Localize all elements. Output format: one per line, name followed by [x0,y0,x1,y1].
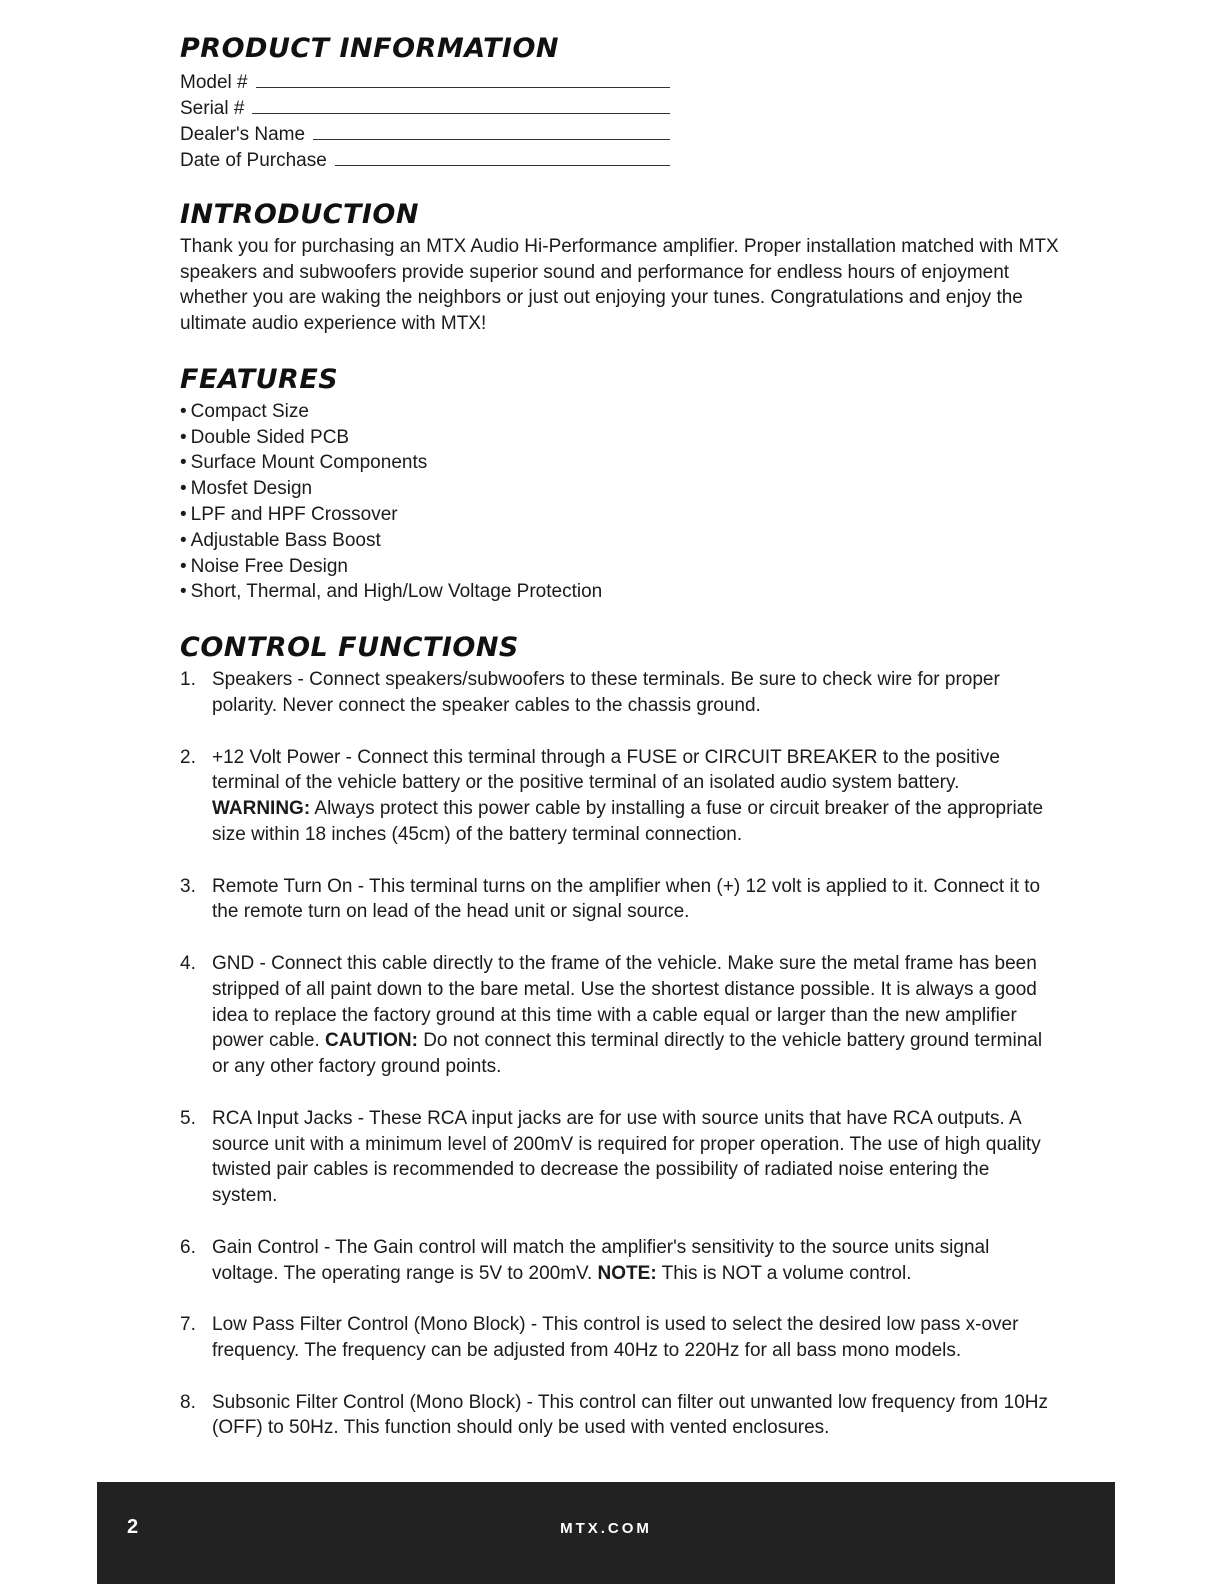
item-number: 7. [180,1314,196,1336]
product-information-heading: PRODUCT INFORMATION [180,33,560,64]
item-number: 2. [180,746,196,768]
features-list [180,399,1060,605]
feature-item: • Noise Free Design [180,554,1060,580]
item-text: Speakers - Connect speakers/subwoofers to these terminals. Be sure to check wire for proper polarity. Never connect the speaker cables to the chassis ground. [212,669,1000,716]
dealer-name-blank-line [313,139,670,140]
control-item [180,874,1060,926]
control-item [180,1312,1060,1364]
caution-label: CAUTION: [325,1030,418,1052]
control-item [180,667,1060,719]
features-heading: FEATURES [180,363,339,395]
model-field [180,68,670,94]
warning-label: WARNING: [212,798,311,820]
control-item [180,1235,1060,1287]
control-functions-heading: CONTROL FUNCTIONS [180,632,519,664]
product-info-fields [180,68,670,172]
date-of-purchase-blank-line [335,165,670,166]
item-text: Low Pass Filter Control (Mono Block) - This control is used to select the desired low pass x-over frequency. The frequency can be adjusted from 40Hz to 220Hz for all bass mono models. [212,1314,1019,1361]
page-content [180,30,1060,1467]
item-number: 3. [180,875,196,897]
item-number: 4. [180,952,196,974]
feature-item: • Mosfet Design [180,476,1060,502]
website-link[interactable]: MTX.COM [560,1520,652,1537]
item-number: 8. [180,1391,196,1413]
item-text-tail: Always protect this power cable by installing a fuse or circuit breaker of the appropriate size within 18 inches (45cm) of the battery terminal connection. [212,798,1044,845]
item-number: 1. [180,669,196,691]
item-text: Subsonic Filter Control (Mono Block) - This control can filter out unwanted low frequency from 10Hz (OFF) to 50Hz. This function should only be used with vented enclosures. [212,1391,1049,1439]
control-functions-list [180,667,1060,1441]
note-label: NOTE: [597,1262,657,1284]
serial-label: Serial # [180,98,245,119]
feature-item: • Adjustable Bass Boost [180,528,1060,554]
item-text: Gain Control - The Gain control will match the amplifier's sensitivity to the source units signal voltage. The operating range is 5V to 200mV. [212,1236,990,1284]
item-number: 6. [180,1236,196,1258]
feature-item: • Compact Size [180,399,1060,425]
feature-item: • Double Sided PCB [180,425,1060,451]
model-label: Model # [180,72,248,93]
feature-item: • Short, Thermal, and High/Low Voltage Protection [180,579,1060,605]
introduction-text: Thank you for purchasing an MTX Audio Hi-Performance amplifier. Proper installation matched with MTX speakers and subwoofers provide superior sound and performance for endless hours of enjoyment whether you are waking the neighbors or just out enjoying your tunes. Congratulations and enjoy the ultimate audio experience with MTX! [180,236,1059,335]
page-number: 2 [127,1516,139,1538]
serial-blank-line [252,113,670,114]
model-blank-line [256,87,670,88]
introduction-heading: INTRODUCTION [180,199,419,230]
item-text: RCA Input Jacks - These RCA input jacks are for use with source units that have RCA outputs. A source unit with a minimum level of 200mV is required for proper operation. The use of high quality twisted pair cables is recommended to decrease the possibility of radiated noise entering the system. [212,1107,1041,1207]
feature-item: • LPF and HPF Crossover [180,502,1060,528]
item-text: Remote Turn On - This terminal turns on the amplifier when (+) 12 volt is applied to it. Connect it to the remote turn on lead of the head unit or signal source. [212,875,1041,923]
item-text: +12 Volt Power - Connect this terminal through a FUSE or CIRCUIT BREAKER to the positive terminal of the vehicle battery or the positive terminal of an isolated audio system battery. [212,746,1000,794]
feature-item: • Surface Mount Components [180,450,1060,476]
item-text: GND - Connect this cable directly to the frame of the vehicle. Make sure the metal frame has been stripped of all paint down to the bare metal. Use the shortest distance possible. It is always a good idea to replace the factory ground at this time with a cable equal or larger than the new amplifier power cable. [212,952,1037,1052]
page-footer [97,1482,1115,1584]
control-item [180,1106,1060,1209]
item-text-tail: This is NOT a volume control. [661,1262,912,1284]
control-item [180,1390,1060,1442]
date-of-purchase-field [180,146,670,172]
dealer-name-field [180,120,670,146]
serial-field [180,94,670,120]
dealer-name-label: Dealer's Name [180,124,306,145]
control-item [180,745,1060,848]
date-of-purchase-label: Date of Purchase [180,150,327,171]
item-number: 5. [180,1107,196,1129]
control-item [180,951,1060,1080]
item-text-tail: Do not connect this terminal directly to the vehicle battery ground terminal or any other factory ground points. [212,1030,1043,1078]
